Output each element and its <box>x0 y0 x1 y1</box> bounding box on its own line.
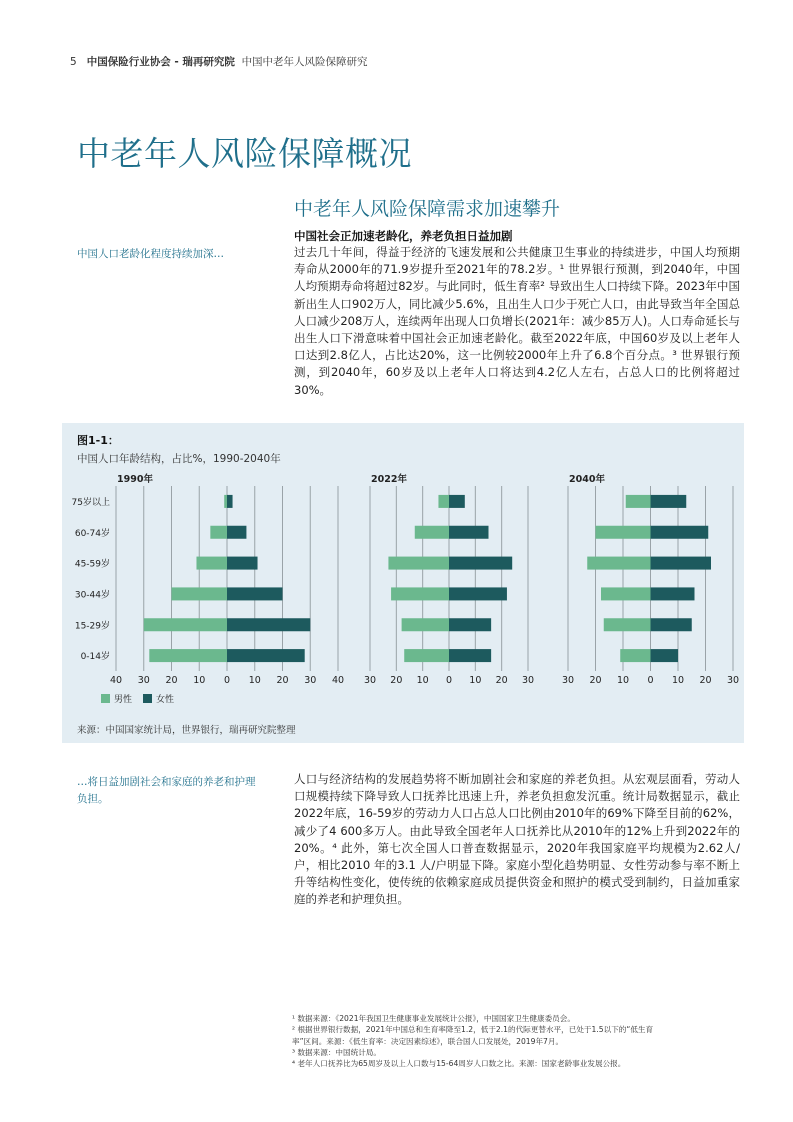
bar-female <box>449 618 491 631</box>
bar-male <box>402 618 449 631</box>
bar-male <box>604 618 651 631</box>
x-tick-label: 10 <box>416 675 429 686</box>
bar-female <box>227 587 283 600</box>
bar-female <box>651 495 687 508</box>
bar-male <box>388 557 449 570</box>
section-title: 中老年人风险保障需求加速攀升 <box>294 198 561 220</box>
x-tick-label: 0 <box>223 675 231 686</box>
bar-male <box>415 526 449 539</box>
footnote: ² 根据世界银行数据，2021年中国总和生育率降至1.2，低于2.1的代际更替水平，已处于1.5以下的“低生育 <box>292 1025 654 1035</box>
bar-female <box>449 587 507 600</box>
bar-male <box>196 557 227 570</box>
bar-male <box>224 495 227 508</box>
bar-female <box>449 557 512 570</box>
bar-female <box>227 618 310 631</box>
page-number: 5 <box>70 56 77 68</box>
x-tick-label: 30 <box>726 675 740 686</box>
sidebar-note-aging: 中国人口老龄化程度持续加深… <box>77 248 224 260</box>
footnote: ¹ 数据来源：《2021年我国卫生健康事业发展统计公报》，中国国家卫生健康委员会。 <box>292 1014 575 1023</box>
y-category-label: 15-29岁 <box>74 621 110 632</box>
x-tick-label: 0 <box>647 675 654 686</box>
x-tick-label: 40 <box>331 675 345 686</box>
bar-female <box>449 495 465 508</box>
legend-label-female: 女性 <box>156 695 175 705</box>
bar-female <box>651 618 692 631</box>
x-tick-label: 30 <box>137 675 150 686</box>
x-tick-label: 10 <box>248 675 261 686</box>
x-tick-label: 20 <box>699 675 712 686</box>
bar-male <box>149 649 227 662</box>
x-tick-label: 10 <box>616 675 630 686</box>
bar-female <box>651 557 712 570</box>
bar-female <box>651 587 695 600</box>
x-tick-label: 20 <box>165 675 178 686</box>
header-doc-title: 中国中老年人风险保障研究 <box>241 56 368 68</box>
footnote: 率”区间。来源：《低生育率：决定因素综述》，联合国人口发展处，2019年7月。 <box>292 1036 564 1046</box>
bar-female <box>449 649 491 662</box>
figure-subtitle: 中国人口年龄结构，占比%，1990-2040年 <box>77 453 281 465</box>
x-tick-label: 30 <box>363 675 377 686</box>
bar-male <box>210 526 227 539</box>
bar-male <box>626 495 651 508</box>
bar-female <box>227 495 233 508</box>
figure-label: 图1-1： <box>77 434 119 447</box>
legend-swatch-female <box>143 694 152 703</box>
x-tick-label: 10 <box>671 675 685 686</box>
population-pyramid-chart <box>62 470 744 715</box>
x-tick-label: 20 <box>589 675 602 686</box>
page-header <box>70 54 368 69</box>
legend-label-male: 男性 <box>114 695 133 705</box>
bar-male <box>438 495 449 508</box>
panel-title: 1990年 <box>117 474 153 485</box>
x-tick-label: 30 <box>521 675 535 686</box>
x-tick-label: 10 <box>469 675 482 686</box>
bar-male <box>601 587 651 600</box>
y-category-label: 75岁以上 <box>71 497 110 508</box>
panel-title: 2022年 <box>371 474 407 485</box>
y-category-label: 30-44岁 <box>74 590 110 601</box>
main-title: 中老年人风险保障概况 <box>77 134 412 173</box>
x-tick-label: 0 <box>445 675 453 686</box>
bar-male <box>620 649 650 662</box>
x-tick-label: 30 <box>561 675 575 686</box>
footnote: ³ 数据来源：中国统计局。 <box>292 1047 381 1057</box>
footnotes <box>292 1013 742 1069</box>
panel-title: 2040年 <box>569 474 605 485</box>
bar-male <box>172 587 228 600</box>
bar-female <box>227 649 305 662</box>
y-category-label: 0-14岁 <box>80 652 110 663</box>
sidebar-note-burden: …将日益加剧社会和家庭的养老和护理负担。 <box>77 776 256 805</box>
lead-heading: 中国社会正加速老龄化，养老负担日益加剧 <box>294 229 513 243</box>
paragraph-aging: 过去几十年间，得益于经济的飞速发展和公共健康卫生事业的持续进步，中国人均预期寿命从2000年的71.9岁提升至2021年的78.2岁。¹ 世界银行预测，到2040年，中国人均预期寿命将超过82岁。与此同时，低生育率² 导致出生人口持续下降。2023年中国新出生人口902万人，同比减少5.6%，且出生人口少于死亡人口，由此导致当年全国总人口减少208万人，连续两年出现人口负增长(2021年：减少85万人)。人口寿命延长与出生人口下滑意味着中国社会正加速老龄化。截至2022年底，中国60岁及以上老年人口达到2.8亿人，占比达20%，这一比例较2000年上升了6.8个百分点。³ 世界银行预测，到2040年，60岁及以上老年人口将达到4.2亿人左右，占总人口的比例将超过30%。 <box>294 245 740 397</box>
bar-female <box>651 649 679 662</box>
legend-swatch-male <box>101 694 110 703</box>
x-tick-label: 20 <box>390 675 403 686</box>
footnote: ⁴ 老年人口抚养比为65周岁及以上人口数与15-64周岁人口数之比。来源：国家老龄事业发展公报。 <box>292 1059 626 1069</box>
bar-male <box>587 557 650 570</box>
bar-female <box>227 526 246 539</box>
bar-male <box>404 649 449 662</box>
y-category-label: 60-74岁 <box>74 528 110 539</box>
figure-source: 来源：中国国家统计局，世界银行，瑞再研究院整理 <box>77 725 296 736</box>
x-tick-label: 10 <box>193 675 206 686</box>
bar-male <box>596 526 651 539</box>
x-tick-label: 20 <box>495 675 508 686</box>
x-tick-label: 30 <box>304 675 317 686</box>
paragraph-burden: 人口与经济结构的发展趋势将不断加剧社会和家庭的养老负担。从宏观层面看，劳动人口规模持续下降导致人口抚养比迅速上升，养老负担愈发沉重。统计局数据显示，截止2022年底，16-59岁的劳动力人口占总人口比例由2010年的69%下降至目前的62%，减少了4 600多万人。由此导致全国老年人口抚养比从2010年的12%上升到2022年的20%。⁴ 此外，第七次全国人口普查数据显示，2020年我国家庭平均规模为2.62人/户，相比2010 年的3.1 人/户明显下降。家庭小型化趋势明显、女性劳动参与率不断上升等结构性变化，使传统的依赖家庭成员提供资金和照护的模式受到制约，日益加重家庭的养老和护理负担。 <box>294 772 740 907</box>
bar-male <box>144 618 227 631</box>
header-org: 中国保险行业协会 - 瑞再研究院 <box>86 56 235 68</box>
x-tick-label: 20 <box>276 675 289 686</box>
bar-male <box>391 587 449 600</box>
bar-female <box>227 557 258 570</box>
x-tick-label: 40 <box>109 675 123 686</box>
y-category-label: 45-59岁 <box>74 559 110 570</box>
bar-female <box>651 526 709 539</box>
bar-female <box>449 526 489 539</box>
